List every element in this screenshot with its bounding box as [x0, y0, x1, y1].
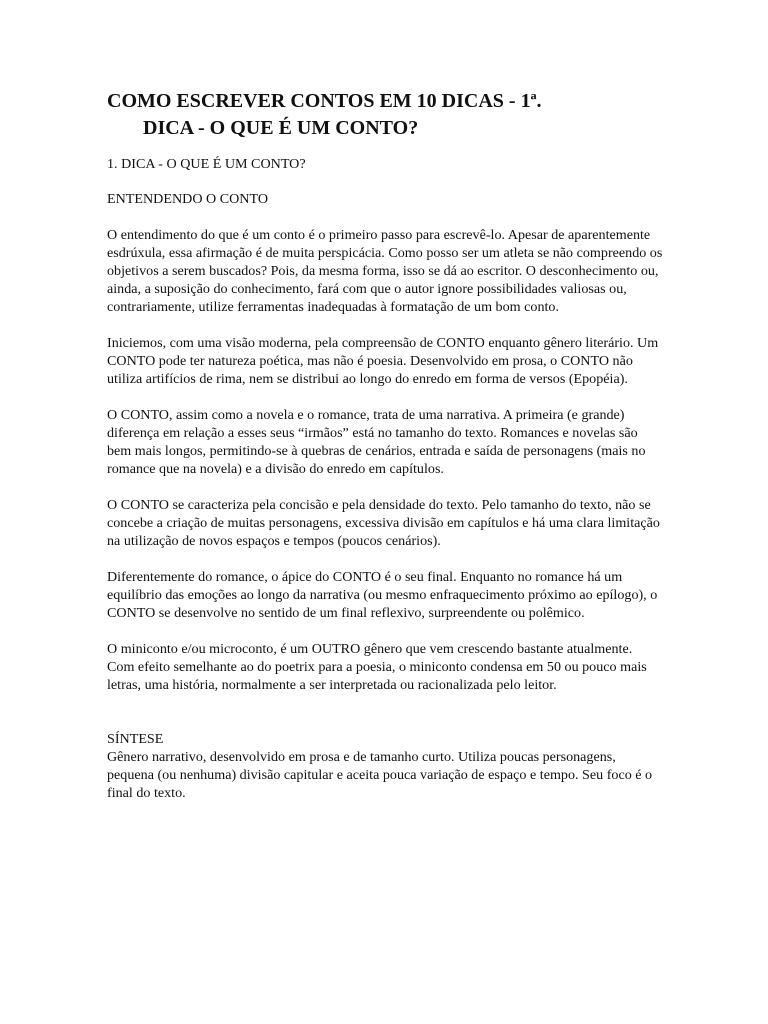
paragraph-3: O CONTO, assim como a novela e o romance, trata de uma narrativa. A primeira (e grande) diferença em relação a esses seus “irmãos” está no tamanho do texto. Romances e novelas são bem mais longos, permitindo-se à quebras de cenários, entrada e saída de personagens (mais no romance que na novela) e a divisão do enredo em capítulos.	[107, 407, 646, 477]
paragraph-1: O entendimento do que é um conto é o primeiro passo para escrevê-lo. Apesar de aparentemente esdrúxula, essa afirmação é de muita perspicácia. Como posso ser um atleta se não compreendo os objetivos a serem buscados? Pois, da mesma forma, isso se dá ao escritor. O desconhecimento ou, ainda, a suposição do conhecimento, fará com que o autor ignore possibilidades valiosas ou, contrariamente, utilize ferramentas inadequadas à formatação de um bom conto.	[107, 227, 663, 315]
section-heading: ENTENDENDO O CONTO	[107, 191, 269, 207]
paragraph-4: O CONTO se caracteriza pela concisão e pela densidade do texto. Pelo tamanho do texto, não se concebe a criação de muitas personagens, excessiva divisão em capítulos e há uma clara limitação na utilização de novos espaços e tempos (poucos cenários).	[107, 497, 660, 549]
document-page	[107, 88, 663, 802]
document-title	[107, 88, 663, 142]
paragraph-5: Diferentemente do romance, o ápice do CONTO é o seu final. Enquanto no romance há um equilíbrio das emoções ao longo da narrativa (ou mesmo enfraquecimento próximo ao epílogo), o CONTO se desenvolve no sentido de um final reflexivo, surpreendente ou polêmico.	[107, 569, 658, 621]
paragraph-2: Iniciemos, com uma visão moderna, pela compreensão de CONTO enquanto gênero literário. Um CONTO pode ter natureza poética, mas não é poesia. Desenvolvido em prosa, o CONTO não utiliza artifícios de rima, nem se distribui ao longo do enredo em forma de versos (Epopéia).	[107, 335, 659, 387]
title-line-2: DICA - O QUE É UM CONTO?	[143, 117, 419, 139]
synthesis-text: Gênero narrativo, desenvolvido em prosa e de tamanho curto. Utiliza poucas personagens, pequena (ou nenhuma) divisão capitular e aceita pouca variação de espaço e tempo. Seu foco é o final do texto.	[107, 749, 653, 801]
document-subtitle: 1. DICA - O QUE É UM CONTO?	[107, 156, 306, 172]
title-line-1: COMO ESCREVER CONTOS EM 10 DICAS - 1ª.	[107, 90, 542, 112]
synthesis-heading: SÍNTESE	[107, 731, 164, 747]
paragraph-6: O miniconto e/ou microconto, é um OUTRO gênero que vem crescendo bastante atualmente. Com efeito semelhante ao do poetrix para a poesia, o miniconto condensa em 50 ou pouco mais letras, uma história, normalmente a ser interpretada ou racionalizada pelo leitor.	[107, 641, 647, 693]
